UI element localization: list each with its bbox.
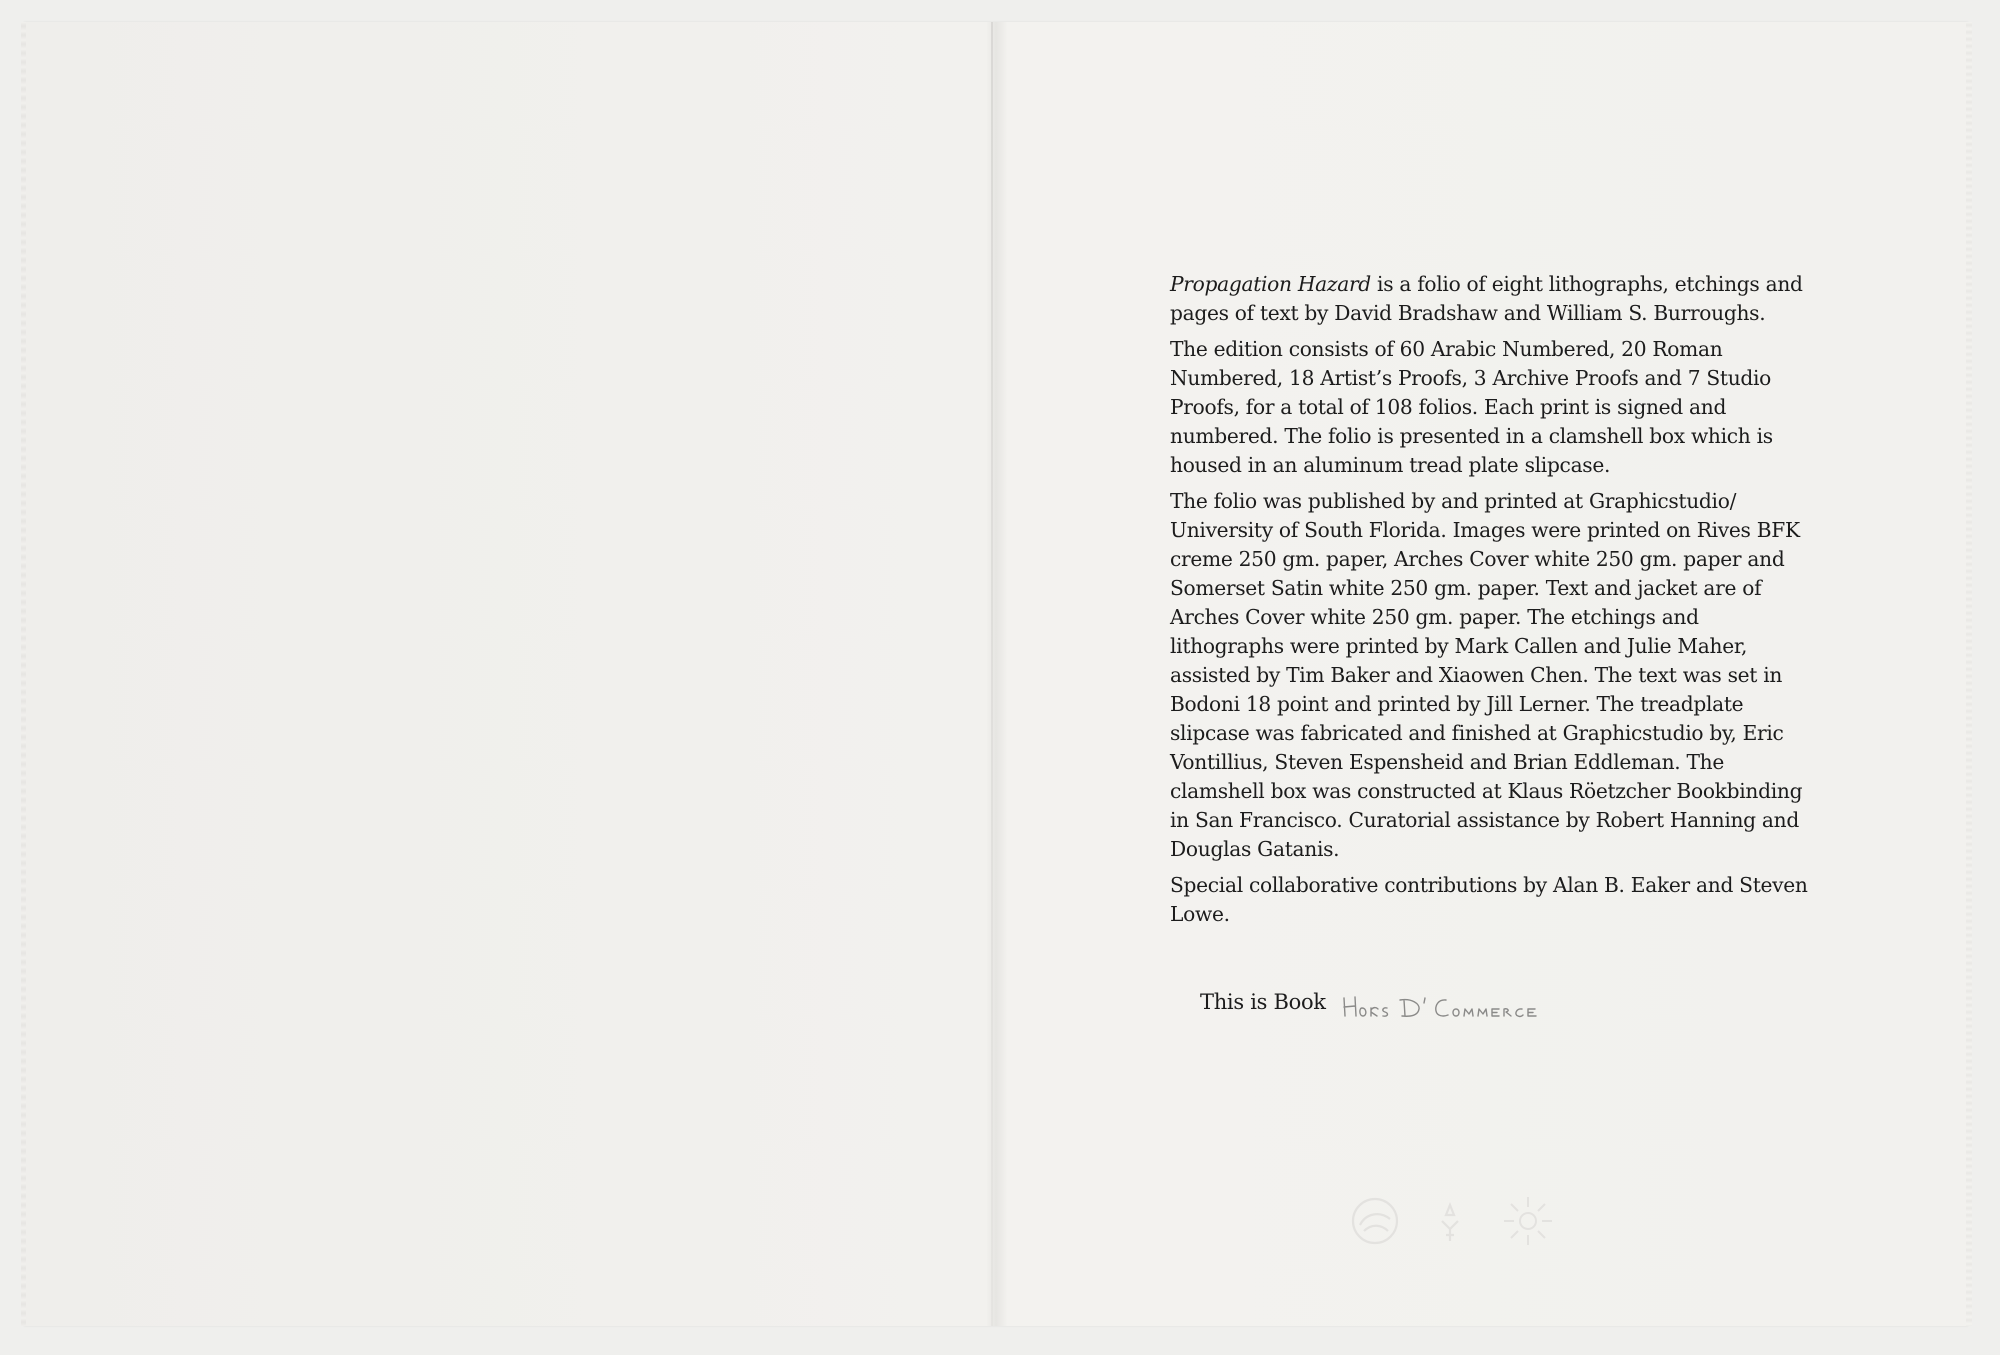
handwritten-inscription [1342,990,1572,1024]
chop-mark-icon [1442,1205,1458,1241]
colophon-paragraph-1 [1170,270,1810,328]
sunburst-chop-icon [1504,1197,1552,1245]
colophon-paragraph-1-body: is a folio of eight lithographs, etchings and pages of text by David Bradshaw and William S. Burroughs. [1170,272,1803,325]
folio-title: Propagation Hazard [1170,272,1371,296]
blind-stamp-chops [1350,1185,1650,1255]
chop-mark-icon [1353,1199,1397,1243]
colophon-text [1170,270,1810,936]
colophon-paragraph-2: The edition consists of 60 Arabic Numbered, 20 Roman Numbered, 18 Artist’s Proofs, 3 Archive Proofs and 7 Studio Proofs, for a total of 108 folios. Each print is signed and numbered. The folio is presented in a clamshell box which is housed in an aluminum tread plate slipcase. [1170,337,1773,477]
colophon-paragraph-4: Special collaborative contributions by Alan B. Eaker and Steven Lowe. [1170,873,1808,926]
deckle-edge-left [21,22,26,1326]
colophon-paragraph-3: The folio was published by and printed at Graphicstudio/ University of South Florida. Images were printed on Rives BFK creme 250 gm. paper, Arches Cover white 250 gm. paper and Somerset Satin white 250 gm. paper. Text and jacket are of Arches Cover white 250 gm. paper. The etchings and lithographs were printed by Mark Callen and Julie Maher, assisted by Tim Baker and Xiaowen Chen. The text was set in Bodoni 18 point and printed by Jill Lerner. The treadplate slipcase was fabricated and finished at Graphicstudio by, Eric Vontillius, Steven Espensheid and Brian Eddleman. The clamshell box was constructed at Klaus Röetzcher Bookbinding in San Francisco. Curatorial assistance by Robert Hanning and Douglas Gatanis. [1170,489,1803,861]
deckle-edge-right [1966,22,1972,1326]
center-fold [991,22,993,1326]
book-number-label: This is Book [1200,990,1326,1014]
